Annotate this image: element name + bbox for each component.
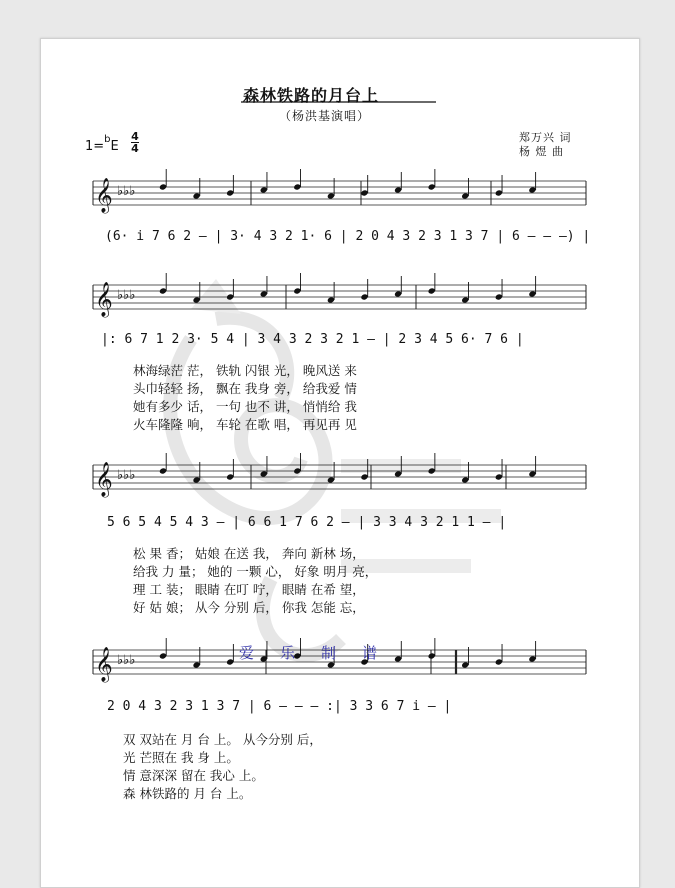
lyrics-verse-row: 头巾轻轻 扬， 飘在 我身 旁， 给我爱 情 xyxy=(133,381,357,396)
sheet-page xyxy=(40,38,640,888)
lyrics-verse-row: 森 林铁路的 月 台 上。 xyxy=(123,786,252,801)
jianpu-line-3: 5 6 5 4 5 4 3 – | 6 6 1 7 6 2 – | 3 3 4 3 2 1 1 – | xyxy=(107,515,507,530)
flat-icon: ♭♭♭ xyxy=(117,653,136,668)
flat-icon: ♭♭♭ xyxy=(117,468,136,483)
lyrics-verse-row: 她有多少 话， 一句 也不 讲， 悄悄给 我 xyxy=(133,399,357,414)
treble-clef-icon: 𝄞 xyxy=(95,282,113,317)
lyrics-verse-row: 林海绿茫 茫， 铁轨 闪银 光， 晚风送 来 xyxy=(133,363,357,378)
lyrics-verse-row: 理 工 装； 眼睛 在叮 咛， 眼睛 在希 望， xyxy=(133,582,365,597)
lyrics-verse-row: 双 双站在 月 台 上。 从今分别 后， xyxy=(123,732,322,747)
watermark-text: 爱乐制谱 xyxy=(239,644,404,662)
jianpu-line-4: 2 0 4 3 2 3 1 3 7 | 6 – – – :| 3 3 6 7 i – | xyxy=(107,699,452,714)
lyrics-verse-row: 火车隆隆 响， 车轮 在歌 唱， 再见再 见 xyxy=(133,417,357,432)
jianpu-line-1: (6· i 7 6 2 – | 3· 4 3 2 1· 6 | 2 0 4 3 2 3 1 3 7 | 6 – – –) | xyxy=(105,229,591,244)
key-signature: 1=$^b$E xyxy=(85,134,119,154)
time-signature: 4 4 xyxy=(131,130,139,155)
treble-clef-icon: 𝄞 xyxy=(95,647,113,682)
composer-credit: 杨 煜 曲 xyxy=(519,145,564,158)
lyrics-verse-row: 光 芒照在 我 身 上。 xyxy=(123,750,239,765)
page-subtitle: （杨洪基演唱） xyxy=(279,109,371,123)
lyrics-verse-row: 情 意深深 留在 我心 上。 xyxy=(123,768,264,783)
lyrics-verse-row: 松 果 香； 姑娘 在送 我， 奔向 新林 场， xyxy=(133,546,365,561)
flat-icon: ♭♭♭ xyxy=(117,288,136,303)
page-title: 森林铁路的月台上 xyxy=(243,86,380,105)
treble-clef-icon: 𝄞 xyxy=(95,462,113,497)
jianpu-line-2: |: 6 7 1 2 3· 5 4 | 3 4 3 2 3 2 1 – | 2 3 4 5 6· 7 6 | xyxy=(101,332,524,347)
treble-clef-icon: 𝄞 xyxy=(95,178,113,213)
lyricist-credit: 郑万兴 词 xyxy=(519,131,572,144)
lyrics-verse-row: 好 姑 娘； 从今 分别 后， 你我 怎能 忘， xyxy=(133,600,365,615)
flat-icon: ♭♭♭ xyxy=(117,184,136,199)
lyrics-verse-row: 给我 力 量； 她的 一颗 心， 好象 明月 亮， xyxy=(133,564,378,579)
